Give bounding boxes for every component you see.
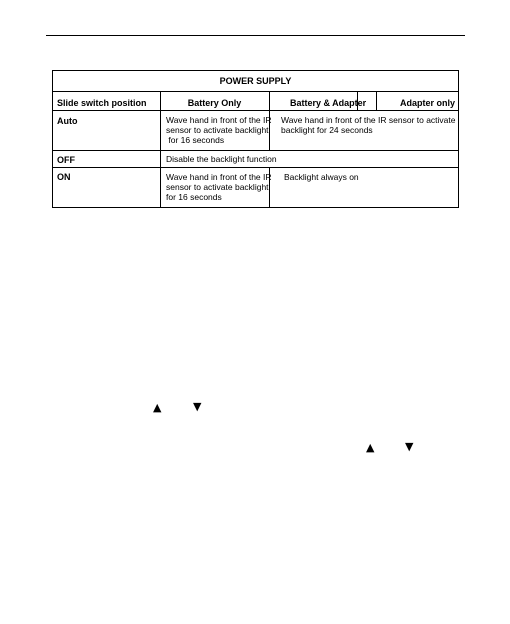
row-on-battery-line-2: sensor to activate backlight xyxy=(166,182,269,192)
header-battery-only: Battery Only xyxy=(187,98,242,108)
row-off-label: OFF xyxy=(57,155,75,165)
power-supply-table xyxy=(52,70,459,208)
up-arrow-icon: ▲ xyxy=(366,441,375,454)
row-auto-adapter-line-1: Wave hand in front of the IR sensor to activate xyxy=(281,115,456,125)
row-off-text: Disable the backlight function xyxy=(166,154,277,164)
col-divider-1 xyxy=(160,91,161,207)
col-divider-3b xyxy=(376,91,377,110)
header-battery-and-adapter: Battery & Adapter xyxy=(290,98,367,108)
row-auto-battery-line-1: Wave hand in front of the IR xyxy=(166,115,272,125)
down-arrow-icon: ▼ xyxy=(193,400,202,413)
off-row-divider xyxy=(53,167,458,168)
row-on-battery-line-3: for 16 seconds xyxy=(166,192,222,202)
header-adapter-only: Adapter only xyxy=(400,98,456,108)
up-arrow-icon: ▲ xyxy=(153,401,162,414)
row-on-adapter-text: Backlight always on xyxy=(284,172,359,182)
page-top-rule xyxy=(46,35,465,36)
row-auto-label: Auto xyxy=(57,116,78,126)
table-title: POWER SUPPLY xyxy=(219,76,292,86)
title-divider xyxy=(53,91,458,92)
down-arrow-icon: ▼ xyxy=(405,440,414,453)
row-auto-adapter-line-2: backlight for 24 seconds xyxy=(281,125,373,135)
row-auto-battery-line-2: sensor to activate backlight xyxy=(166,125,269,135)
auto-row-divider xyxy=(53,150,458,151)
row-auto-adapter-text xyxy=(281,115,456,135)
header-divider xyxy=(53,110,458,111)
header-slide-switch-position: Slide switch position xyxy=(57,98,147,108)
row-auto-battery-line-3: for 16 seconds xyxy=(166,135,225,145)
row-on-battery-line-1: Wave hand in front of the IR xyxy=(166,172,272,182)
row-on-label: ON xyxy=(57,172,71,182)
row-on-battery-text xyxy=(166,172,272,202)
row-auto-battery-text xyxy=(166,115,272,145)
